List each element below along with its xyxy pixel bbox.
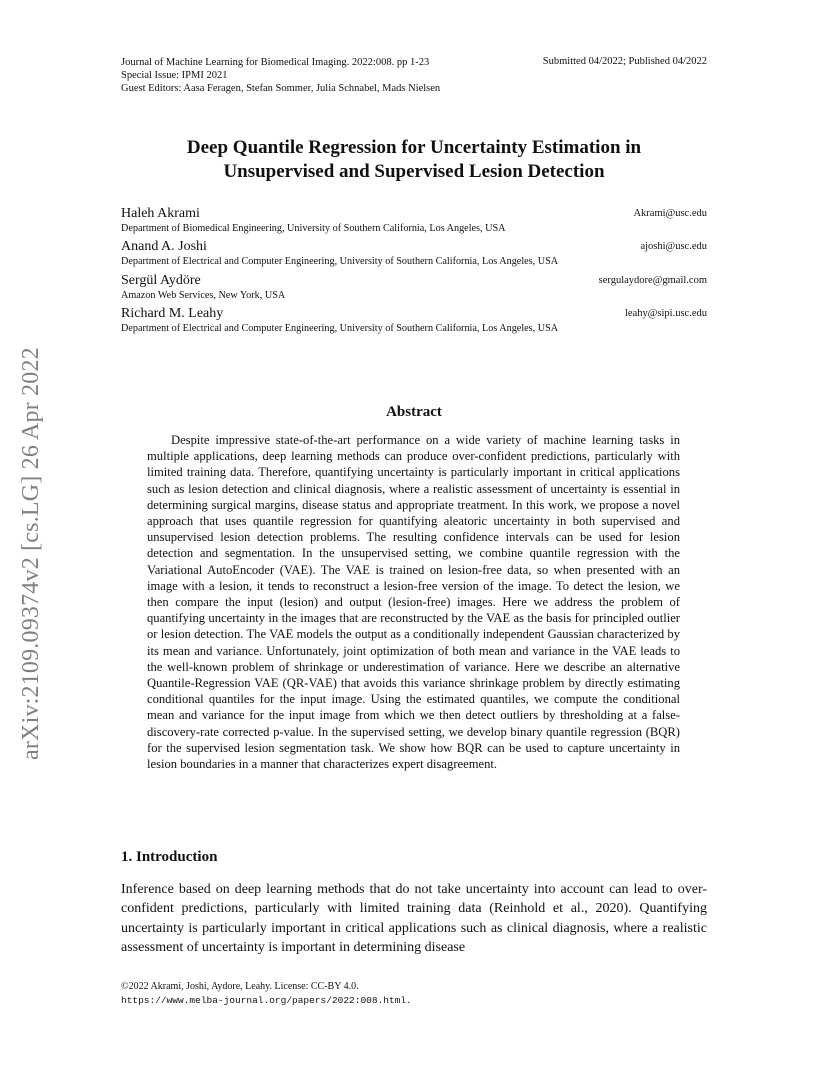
author-name: Richard M. Leahy [121, 306, 224, 321]
author-affiliation: Amazon Web Services, New York, USA [121, 290, 286, 301]
abstract-heading: Abstract [386, 404, 442, 420]
license-line: ©2022 Akrami, Joshi, Aydore, Leahy. License: CC-BY 4.0. [121, 981, 359, 992]
guest-editors: Guest Editors: Aasa Feragen, Stefan Sommer, Julia Schnabel, Mads Nielsen [121, 83, 441, 94]
author-name: Anand A. Joshi [121, 239, 207, 254]
section-heading-introduction: 1. Introduction [121, 849, 218, 865]
arxiv-stamp[interactable]: arXiv:2109.09374v2 [cs.LG] 26 Apr 2022 [18, 347, 44, 760]
author-affiliation: Department of Biomedical Engineering, University of Southern California, Los Angeles, USA [121, 223, 506, 234]
paper-url-link[interactable]: https://www.melba-journal.org/papers/2022:008.html. [121, 995, 412, 1006]
title-line-2: Unsupervised and Supervised Lesion Detection [223, 161, 605, 182]
author-email[interactable]: Akrami@usc.edu [633, 208, 707, 219]
abstract-text: Despite impressive state-of-the-art performance on a wide variety of machine learning tasks in multiple applications, deep learning methods can produce over-confident predictions, particularly with limited training data. Therefore, quantifying uncertainty is particularly important in critical applications such as lesion detection and clinical diagnosis, where a realistic assessment of uncertainty is essential in determining surgical margins, disease status and appropriate treatment. In this work, we propose a novel approach that uses quantile regression for quantifying aleatoric uncertainty in both supervised and unsupervised lesion detection problems. The resulting confidence intervals can be used for lesion detection and segmentation. In the unsupervised setting, we combine quantile regression with the Variational AutoEncoder (VAE). The VAE is trained on lesion-free data, so when presented with an image with a lesion, it tends to reconstruct a lesion-free version of the image. To detect the lesion, we then compare the input (lesion) and output (lesion-free) images. Here we address the problem of quantifying uncertainty in the images that are reconstructed by the VAE as the basis for principled outlier or lesion detection. The VAE models the output as a conditionally independent Gaussian characterized by its mean and variance. Unfortunately, joint optimization of both mean and variance in the VAE leads to the well-known problem of shrinkage or underestimation of variance. Here we describe an alternative Quantile-Regression VAE (QR-VAE) that avoids this variance shrinkage problem by directly estimating conditional quantiles for the input image. Using the estimated quantiles, we compute the conditional mean and variance for the input image from which we then detect outliers by thresholding at a false-discovery-rate corrected p-value. In the supervised setting, we develop binary quantile regression (BQR) for the supervised lesion segmentation task. We show how BQR can be used to capture uncertainty in lesion boundaries in a manner that characterizes expert disagreement. [147, 433, 680, 772]
author-affiliation: Department of Electrical and Computer Engineering, University of Southern California, Los Angeles, USA [121, 256, 559, 267]
title-line-1: Deep Quantile Regression for Uncertainty Estimation in [186, 137, 642, 158]
author-email[interactable]: leahy@sipi.usc.edu [625, 308, 707, 319]
arxiv-sidebar [18, 290, 58, 760]
author-block [121, 206, 707, 235]
author-email[interactable]: ajoshi@usc.edu [640, 241, 707, 252]
author-affiliation: Department of Electrical and Computer Engineering, University of Southern California, Los Angeles, USA [121, 323, 559, 334]
author-block [121, 239, 707, 268]
submission-dates: Submitted 04/2022; Published 04/2022 [542, 56, 707, 67]
author-block [121, 273, 707, 302]
journal-line: Journal of Machine Learning for Biomedical Imaging. 2022:008. pp 1-23 [121, 57, 430, 68]
author-block [121, 306, 707, 335]
special-issue: Special Issue: IPMI 2021 [121, 70, 228, 81]
introduction-text: Inference based on deep learning methods that do not take uncertainty into account can lead to over-confident predictions, particularly with limited training data (Reinhold et al., 2020). Quantifying uncertainty is particularly important in critical applications such as clinical diagnosis, where a realistic assessment of uncertainty is important in determining disease [121, 882, 707, 955]
author-email[interactable]: sergulaydore@gmail.com [598, 275, 707, 286]
author-name: Sergül Aydöre [121, 273, 201, 288]
author-name: Haleh Akrami [121, 206, 200, 221]
paper-title [121, 136, 707, 184]
